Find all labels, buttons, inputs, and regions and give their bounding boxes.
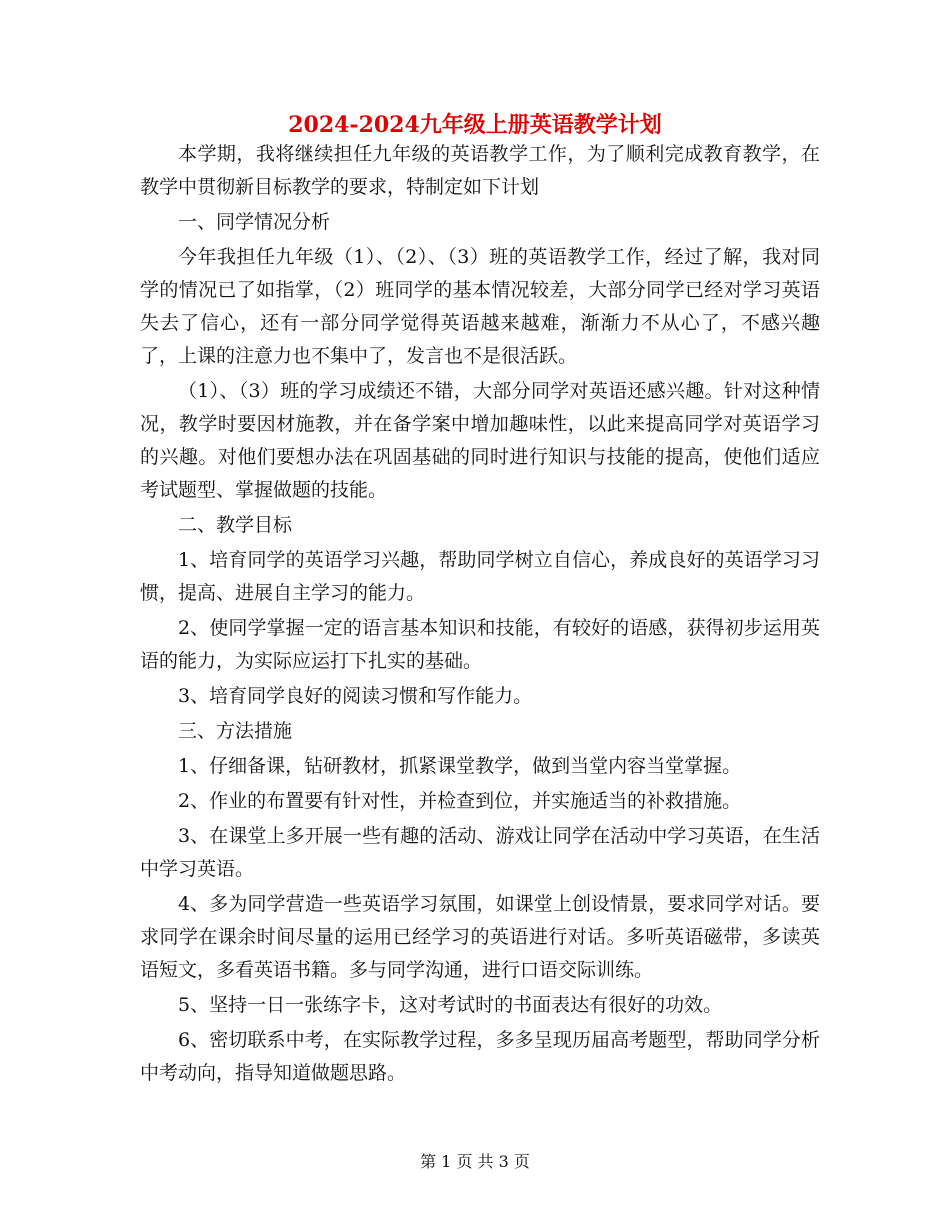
page-footer: 第 1 页 共 3 页 <box>420 1152 530 1171</box>
method-item-1: 1、仔细备课，钻研教材，抓紧课堂教学，做到当堂内容当堂掌握。 <box>178 755 742 777</box>
paragraph-class-situation: 今年我担任九年级（1）、（2）、（3）班的英语教学工作，经过了解，我对同学的情况已了如指掌，（2）班同学的基本情况较差，大部分同学已经对学习英语失去了信心，还有一部分同学觉得英语越来越难，渐渐力不从心了，不感兴趣了，上课的注意力也不集中了，发言也不是很活跃。 <box>140 246 820 367</box>
method-item-5: 5、坚持一日一张练字卡，这对考试时的书面表达有很好的功效。 <box>178 994 723 1016</box>
goal-item-2: 2、使同学掌握一定的语言基本知识和技能，有较好的语感，获得初步运用英语的能力，为实际应运打下扎实的基础。 <box>140 617 820 672</box>
section-heading-student-analysis: 一、同学情况分析 <box>178 211 331 233</box>
goal-item-3: 3、培育同学良好的阅读习惯和写作能力。 <box>178 685 533 707</box>
method-item-2: 2、作业的布置要有针对性，并检查到位，并实施适当的补救措施。 <box>178 790 742 812</box>
document-title: 2024-2024九年级上册英语教学计划 <box>288 112 662 138</box>
section-heading-methods: 三、方法措施 <box>178 720 293 742</box>
method-item-6: 6、密切联系中考，在实际教学过程，多多呈现历届高考题型，帮助同学分析中考动向，指导知道做题思路。 <box>140 1029 820 1084</box>
paragraph-intro: 本学期，我将继续担任九年级的英语教学工作，为了顺利完成教育教学，在教学中贯彻新目标教学的要求，特制定如下计划 <box>140 143 820 198</box>
method-item-3: 3、在课堂上多开展一些有趣的活动、游戏让同学在活动中学习英语，在生活中学习英语。 <box>140 825 820 880</box>
goal-item-1: 1、培育同学的英语学习兴趣，帮助同学树立自信心，养成良好的英语学习习惯，提高、进展自主学习的能力。 <box>140 549 820 604</box>
document-body <box>140 138 820 1092</box>
section-heading-teaching-goals: 二、教学目标 <box>178 514 293 536</box>
paragraph-class-strategy: （1）、（3）班的学习成绩还不错，大部分同学对英语还感兴趣。针对这种情况，教学时要因材施教，并在备学案中增加趣味性，以此来提高同学对英语学习的兴趣。对他们要想办法在巩固基础的同时进行知识与技能的提高，使他们适应考试题型、掌握做题的技能。 <box>140 380 820 501</box>
method-item-4: 4、多为同学营造一些英语学习氛围，如课堂上创设情景，要求同学对话。要求同学在课余时间尽量的运用已经学习的英语进行对话。多听英语磁带，多读英语短文，多看英语书籍。多与同学沟通，进行口语交际训练。 <box>140 893 820 981</box>
